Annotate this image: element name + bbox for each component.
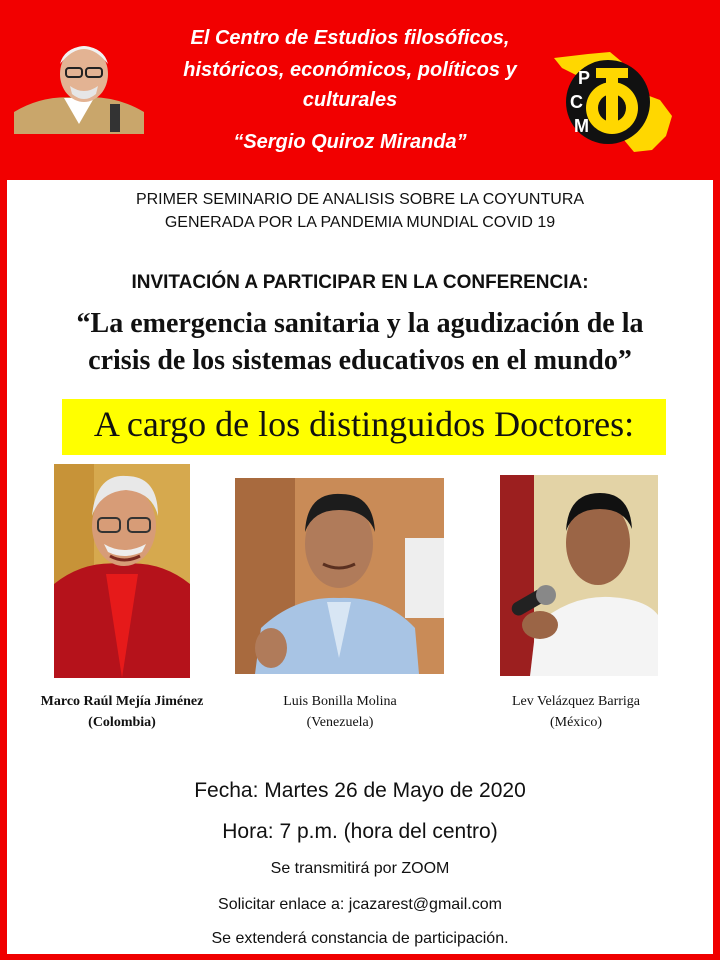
header-banner [0, 0, 720, 180]
speakers-banner-text: A cargo de los distinguidos Doctores: [93, 404, 635, 444]
header-line-2: históricos, económicos, políticos y [183, 59, 517, 81]
conference-title-line-1: “La emergencia sanitaria y la agudización de la [76, 308, 644, 339]
logo-letter-p: P [578, 68, 591, 88]
event-certificate: Se extenderá constancia de participación. [211, 930, 509, 947]
header-line-3: culturales [302, 89, 398, 111]
speaker-name-2: Luis Bonilla Molina [283, 694, 397, 709]
speaker-photo-marco-raul-mejia [54, 464, 190, 678]
event-contact: Solicitar enlace a: jcazarest@gmail.com [218, 896, 502, 913]
logo-letter-m: M [574, 116, 589, 136]
speaker-photo-luis-bonilla [235, 478, 444, 674]
seminar-line-1: PRIMER SEMINARIO DE ANALISIS SOBRE LA COYUNTURA [135, 191, 585, 208]
speaker-photo-lev-velazquez [500, 475, 658, 676]
header-line-4: “Sergio Quiroz Miranda” [233, 131, 467, 153]
logo-letter-c: C [570, 92, 583, 112]
seminar-line-2: GENERADA POR LA PANDEMIA MUNDIAL COVID 19 [164, 214, 556, 231]
speaker-country-2: (Venezuela) [306, 715, 374, 730]
speaker-country-3: (México) [549, 715, 603, 730]
header-line-1: El Centro de Estudios filosóficos, [190, 27, 510, 49]
conference-title-line-2: crisis de los sistemas educativos en el mundo” [88, 345, 632, 376]
speaker-name-3: Lev Velázquez Barriga [511, 694, 640, 709]
party-logo [548, 50, 676, 156]
speaker-country-1: (Colombia) [88, 715, 156, 730]
event-time: Hora: 7 p.m. (hora del centro) [222, 820, 498, 843]
event-stream: Se transmitirá por ZOOM [270, 860, 450, 877]
speaker-name-1: Marco Raúl Mejía Jiménez [40, 694, 204, 709]
invitation-heading: INVITACIÓN A PARTICIPAR EN LA CONFERENCIA: [131, 272, 589, 293]
event-date: Fecha: Martes 26 de Mayo de 2020 [194, 779, 526, 802]
